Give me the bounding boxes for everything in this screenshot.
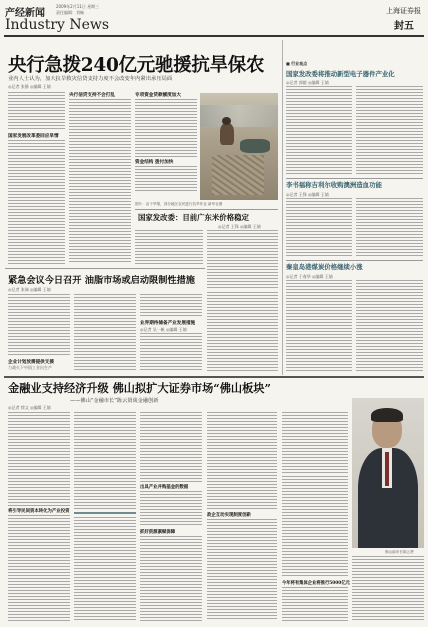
finance-rule	[4, 376, 424, 378]
lead-col1-text-b	[8, 140, 65, 264]
finance-byline: ◎记者 徐文 ◎编辑 王婧	[8, 405, 51, 410]
finance-col5-text-c	[282, 506, 348, 578]
finance-col6-text	[352, 556, 424, 621]
finance-col2-text-a	[74, 412, 136, 510]
middle-text-a	[135, 230, 203, 264]
right-story2-byline: ◎记者 王锋 ◎编辑 王婧	[286, 192, 329, 197]
right-section-tag: ■ 行业观点	[286, 61, 308, 66]
finance-sub-b: 出具产业并购基金的数据	[140, 485, 189, 490]
lead-col3-heading: 专项资金贷款额度加大	[135, 93, 181, 98]
lead-col1-text-a	[8, 92, 65, 131]
finance-col4-text-b	[207, 519, 277, 621]
date-line: 2009年2月11日 星期三	[56, 4, 100, 9]
right-story1-col1	[286, 86, 352, 138]
lead-col3-section: 资金结构 拨付加快	[135, 160, 174, 165]
power-col3-text-a	[140, 294, 202, 318]
power-col4-text	[207, 292, 278, 372]
portrait-photo	[352, 398, 424, 548]
right-story1-byline: ◎记者 郭毅 ◎编辑 王婧	[286, 80, 329, 85]
section-name: 产经新闻	[5, 8, 45, 19]
middle-text-b	[207, 230, 278, 288]
lead-headline: 央行急拨240亿元驰援抗旱保农	[8, 55, 265, 76]
finance-sub-d: 政企互动实现制度创新	[207, 513, 251, 518]
finance-col5-text-a	[282, 412, 348, 474]
finance-col3-text-b	[140, 491, 202, 527]
right-story2-headline: 李书福称吉利尔收购澳洲造血功能	[286, 181, 382, 189]
power-col2-text	[74, 294, 136, 372]
right-rule-2	[286, 178, 423, 179]
finance-col5-text-b	[282, 476, 348, 504]
photo-caption: 图片：由于旱情，部分地区农民进行抗旱作业 新华社图	[135, 202, 223, 206]
finance-quote-bar	[74, 512, 136, 514]
lead-col1-subhead: 国家发展改革委回应旱情	[8, 134, 59, 139]
lead-col3-text-a	[135, 99, 197, 157]
masthead-rule	[4, 35, 424, 37]
middle-rule	[135, 209, 278, 210]
finance-col2-text-b	[74, 517, 136, 621]
finance-col1-text-a	[8, 412, 70, 506]
power-sub1-body: 力战火下中国工业出生产	[8, 365, 52, 370]
page-label: 封五	[394, 21, 414, 32]
right-story1-headline: 国家发改委将推动新型电子器件产业化	[286, 70, 395, 78]
finance-col1-text-b	[8, 515, 70, 621]
lead-col2-heading: 央行信贷支持不会打乱	[69, 93, 115, 98]
finance-col3-text-a	[140, 412, 202, 482]
right-divider	[282, 40, 283, 375]
power-sub2: 业界期待储备产业发展措施	[140, 321, 196, 326]
section-english: Industry News	[5, 17, 110, 33]
right-story1-col2	[356, 86, 423, 138]
right-story3-headline: 秦皇岛港煤炭价格继续小涨	[286, 263, 363, 271]
middle-byline: ◎记者 王锋 ◎编辑 王婧	[218, 224, 261, 229]
right-story3-col2	[356, 280, 423, 372]
finance-col3-text-c	[140, 536, 202, 621]
lead-col3-text-b	[135, 166, 197, 191]
right-story2-col2	[356, 198, 423, 258]
paper-name: 上海证券报	[386, 7, 421, 15]
finance-col4-text-a	[207, 412, 277, 510]
power-byline: ◎记者 张瑞 ◎编辑 王婧	[8, 287, 51, 292]
right-story3-byline: ◎记者 于春华 ◎编辑 王婧	[286, 274, 333, 279]
finance-sub-c: 抓好资源禀赋保障	[140, 530, 176, 535]
right-rule-3	[286, 260, 423, 261]
power-headline: 紧急会议今日召开 油脂市场或启动限制性措施	[8, 275, 195, 286]
finance-headline: 金融业支持经济升级 佛山拟扩大证券市场“佛山板块”	[8, 381, 271, 395]
finance-sub-e: 今年将有集体企业将推行5000亿元	[282, 581, 350, 586]
editor-line: 责任编辑：刘畅	[56, 10, 84, 15]
power-col3-text-b	[140, 333, 202, 372]
lead-subhead: 业内人士认为，加大抗旱救灾信贷支持力度不会改变年内紧出承压局面	[8, 76, 173, 82]
finance-sub-a: 将引导民间资本转化为产业投资	[8, 509, 70, 514]
power-rule	[5, 268, 205, 269]
lead-byline: ◎记者 张静 ◎编辑 王婧	[8, 84, 51, 89]
middle-headline: 国家发改委：目前广东米价格稳定	[138, 213, 249, 222]
power-sub2-byline: ◎记者 吴一帆 ◎编辑 王婧	[140, 327, 187, 332]
right-story3-col1	[286, 280, 352, 372]
power-sub1: 企业计划放需提供支援	[8, 360, 54, 365]
power-col1-text	[8, 294, 70, 356]
right-text-block-b	[356, 140, 423, 176]
right-text-block-a	[286, 140, 352, 176]
right-story2-col1	[286, 198, 352, 258]
portrait-caption: 佛山副市长陈云贤	[385, 550, 414, 554]
lead-col2-text	[69, 99, 131, 264]
drought-photo	[200, 93, 278, 200]
finance-subhead: ——佛山“金融市长”陈云贤谈金融创新	[70, 398, 159, 404]
finance-col5-text-d	[282, 587, 348, 621]
